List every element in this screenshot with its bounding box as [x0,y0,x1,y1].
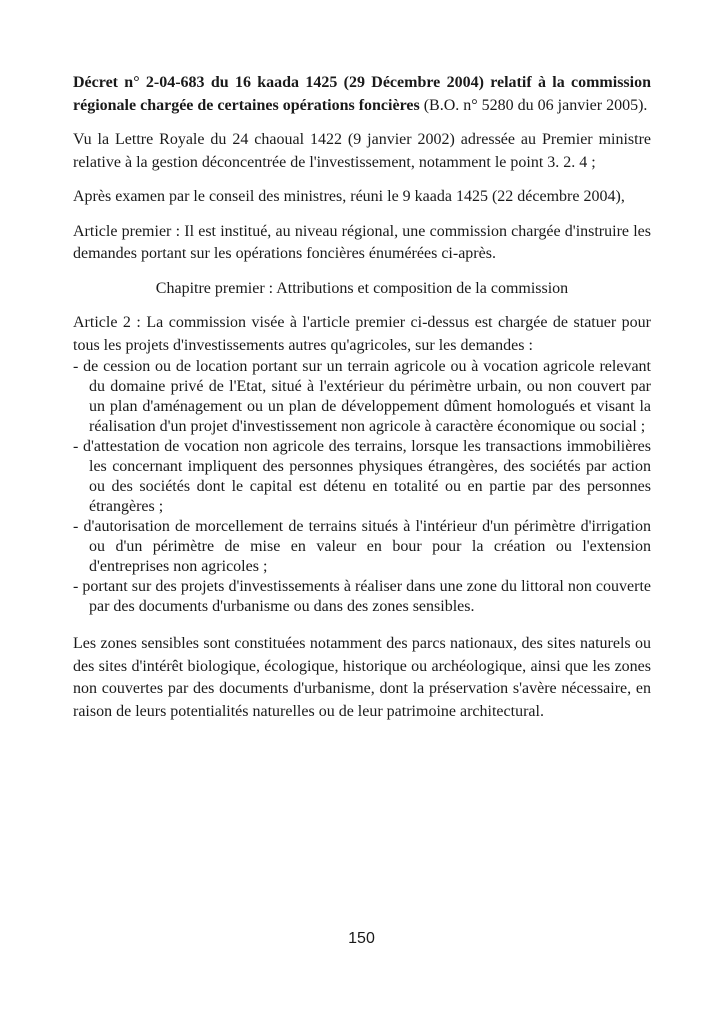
paragraph-zones-sensibles: Les zones sensibles sont constituées notamment des parcs nationaux, des sites naturels ou des sites d'intérêt biologique, écologique, historique ou archéologique, ainsi que les zones non couvertes par des documents d'urbanisme, dont la préservation s'avère nécessaire, en raison de leurs potentialités naturelles ou de leur patrimoine architectural. [73,635,651,720]
article-premier: Article premier : Il est institué, au niveau régional, une commission chargée d'instruire les demandes portant sur les opérations foncières énumérées ci-après. [73,222,651,262]
decree-bulletin-reference: (B.O. n° 5280 du 06 janvier 2005). [419,96,648,114]
decree-title [73,72,651,117]
document-page [73,72,651,735]
decree-title-bold: Décret n° 2-04-683 du 16 kaada 1425 (29 Décembre 2004) relatif à la commission régionale chargée de certaines opérations foncières [73,74,651,114]
chapter-title: Chapitre premier : Attributions et composition de la commission [155,279,569,297]
article-2-list [73,357,651,617]
list-item: - d'autorisation de morcellement de terrains situés à l'intérieur d'un périmètre d'irrigation ou d'un périmètre de mise en valeur en bour pour la création ou l'extension d'entreprises non agricoles ; [73,518,651,575]
article-2-intro: Article 2 : La commission visée à l'article premier ci-dessus est chargée de statuer pour tous les projets d'investissements autres qu'agricoles, sur les demandes : [73,314,651,354]
paragraph-apres-examen: Après examen par le conseil des ministres, réuni le 9 kaada 1425 (22 décembre 2004), [73,188,625,205]
page-number: 150 [348,930,375,947]
list-item: - de cession ou de location portant sur un terrain agricole ou à vocation agricole relevant du domaine privé de l'Etat, situé à l'extérieur du périmètre urbain, ou non couvert par un plan d'aménagement ou un plan de développement dûment homologués et visant la réalisation d'un projet d'investissement non agricole à caractère économique ou social ; [73,358,651,435]
list-item: - d'attestation de vocation non agricole des terrains, lorsque les transactions immobilières les concernant impliquent des personnes physiques étrangères, des sociétés par action ou des sociétés dont le capital est détenu en totalité ou en partie par des personnes étrangères ; [73,438,651,515]
list-item: - portant sur des projets d'investissements à réaliser dans une zone du littoral non couverte par des documents d'urbanisme ou dans des zones sensibles. [73,578,651,615]
paragraph-vu: Vu la Lettre Royale du 24 chaoual 1422 (9 janvier 2002) adressée au Premier ministre relative à la gestion déconcentrée de l'investissement, notamment le point 3. 2. 4 ; [73,131,651,171]
